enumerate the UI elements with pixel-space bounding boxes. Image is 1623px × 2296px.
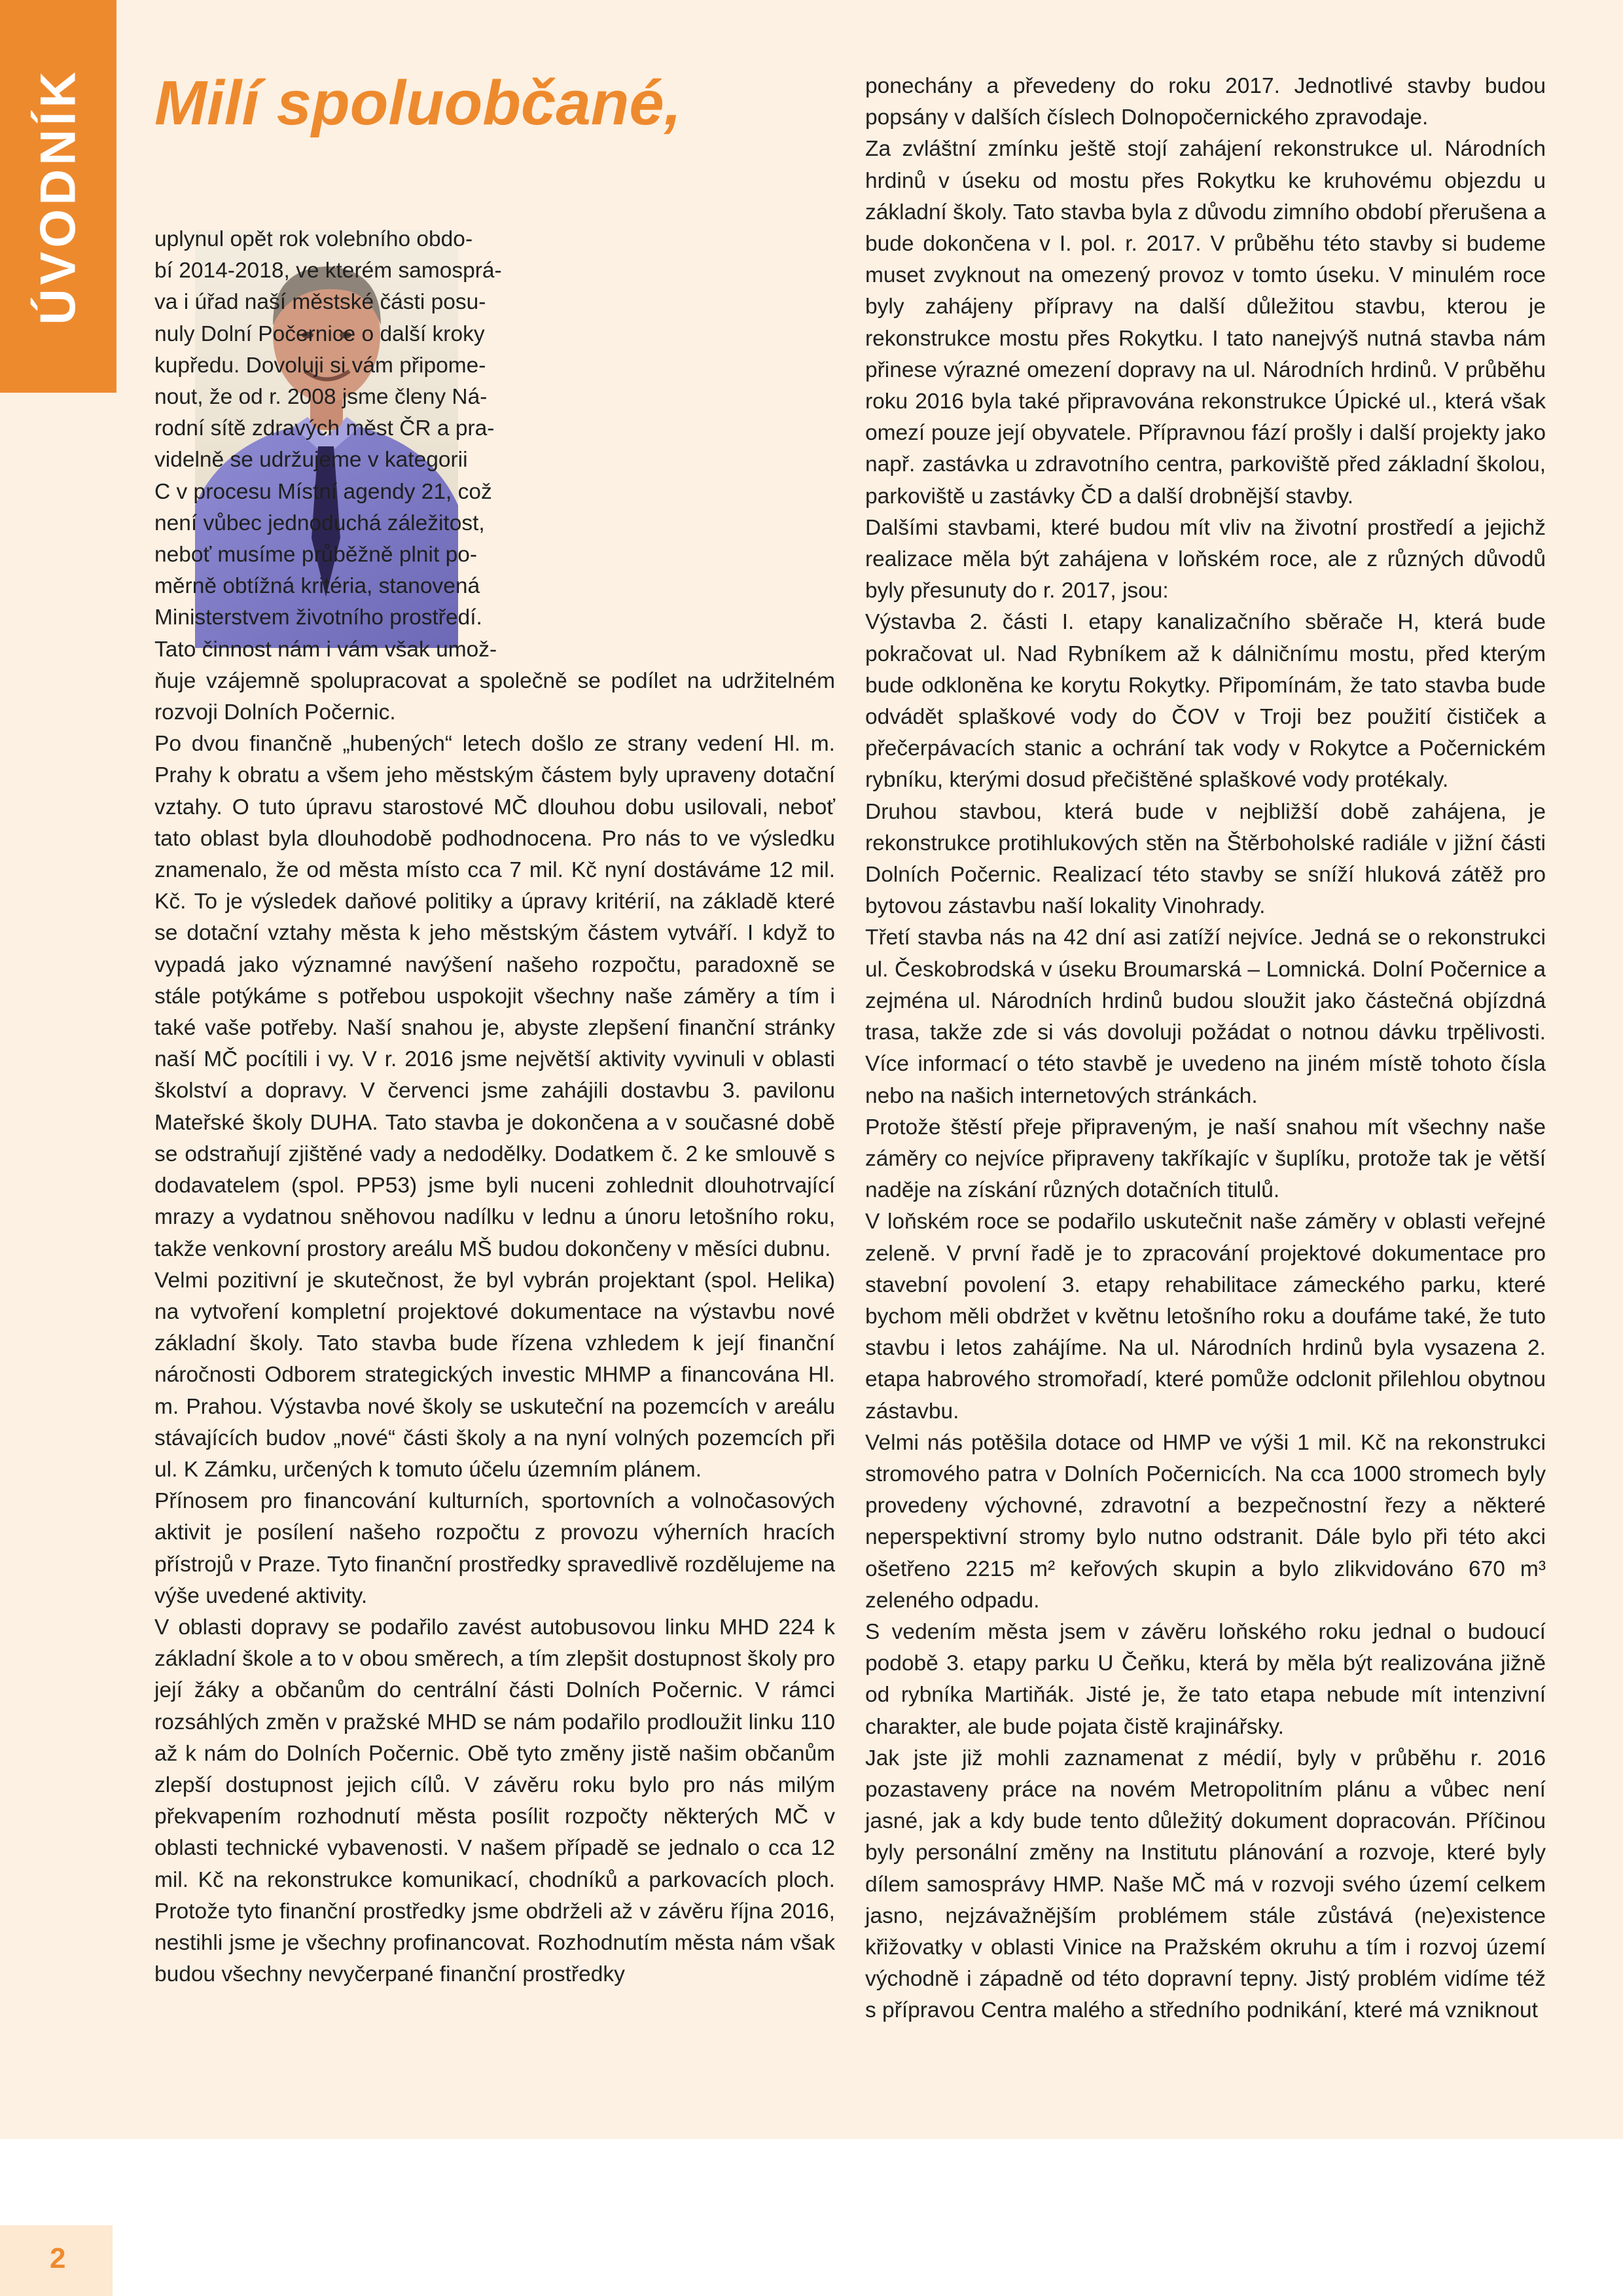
paragraph: ňuje vzájemně spolupracovat a společně se podílet na udržitelném rozvoji Dolních Počernic. bbox=[154, 668, 835, 725]
page-number: 2 bbox=[50, 2242, 66, 2274]
paragraph: Dalšími stavbami, které budou mít vliv na životní prostředí a jejichž realizace měla být zahájena v loňském roce, ale z různých důvodů byly přesunuty do r. 2017, jsou: bbox=[865, 515, 1546, 603]
paragraph: V oblasti dopravy se podařilo zavést autobusovou linku MHD 224 k základní škole a to v obou směrech, a tím zlepšit dostupnost školy pro její žáky a občanům do centrální části Dolních Počernic. V rámci rozsáhlých změn v pražské MHD se nám podařilo prodloužit linku 110 až k nám do Dolních Počernic. Obě tyto změny jistě našim občanům zlepší dostupnost jejich cílů. V závěru roku bylo pro nás milým překvapením rozhodnutí města posílit rozpočty některých MČ v oblasti technické vybavenosti. V našem případě se jednalo o cca 12 mil. Kč na rekonstrukce komunikací, chodníků a parkovacích ploch. Protože tyto finanční prostředky jsme obdrželi až v závěru října 2016, nestihli jsme je všechny profinancovat. Rozhodnutím města nám však budou všechny nevyčerpané finanční prostředky bbox=[154, 1615, 835, 1987]
paragraph: Velmi nás potěšila dotace od HMP ve výši 1 mil. Kč na rekonstrukci stromového patra v Dolních Počernicích. Na cca 1000 stromech byly provedeny výchovné, zdravotní a bezpečnostní řezy a některé neperspektivní stromy bylo nutno odstranit. Dále bylo při této akci ošetřeno 2215 m² keřových skupin a bylo zlikvidováno 670 m³ zeleného odpadu. bbox=[865, 1430, 1546, 1613]
paragraph: Třetí stavba nás na 42 dní asi zatíží nejvíce. Jedná se o rekonstrukci ul. Českobrodská v úseku Broumarská – Lomnická. Dolní Počernice a zejména ul. Národních hrdinů budou sloužit jako částečná objízdná trasa, takže zde si vás dovoluji požádat o notnou dávku trpělivosti. Více informací o této stavbě je uvedeno na jiném místě tohoto čísla nebo na našich internetových stránkách. bbox=[865, 925, 1546, 1108]
intro-line: není vůbec jednoduchá záležitost, bbox=[154, 511, 485, 535]
left-column bbox=[154, 224, 835, 1990]
intro-line: měrně obtížná kritéria, stanovená bbox=[154, 574, 480, 599]
intro-line: Ministerstvem životního prostředí. bbox=[154, 605, 482, 630]
intro-line: nout, že od r. 2008 jsme členy Ná- bbox=[154, 385, 488, 410]
paragraph: ponechány a převedeny do roku 2017. Jednotlivé stavby budou popsány v dalších číslech Dolnopočernického zpravodaje. bbox=[865, 74, 1546, 130]
paragraph: Po dvou finančně „hubených“ letech došlo ze strany vedení Hl. m. Prahy k obratu a všem jeho městským částem byly upraveny dotační vztahy. O tuto úpravu starostové MČ dlouhou dobu usilovali, neboť tato oblast byla dlouhodobě podhodnocena. Pro nás to ve výsledku znamenalo, že od města místo cca 7 mil. Kč nyní dostáváme 12 mil. Kč. To je výsledek daňové politiky a úpravy kritérií, na základě které se dotační vztahy města k jeho městským částem vytváří. I když to vypadá jako významné navýšení našeho rozpočtu, paradoxně se stále potýkáme s potřebou uspokojit všechny naše záměry a tím i také vaše potřeby. Naší snahou je, abyste zlepšení finanční stránky naší MČ pocítili i vy. V r. 2016 jsme největší aktivity vyvinuli v oblasti školství a dopravy. V červenci jsme zahájili dostavbu 3. pavilonu Mateřské školy DUHA. Tato stavba je dokončena a v současné době se odstraňují zjištěné vady a nedodělky. Dodatkem č. 2 ke smlouvě s dodavatelem (spol. PP53) jsme byli nuceni zohlednit dlouhotrvající mrazy a vydatnou sněhovou nadílku v lednu a únoru letošního roku, takže venkovní prostory areálu MŠ budou dokončeny v měsíci dubnu. bbox=[154, 732, 835, 1261]
intro-line: va i úřad naší městské části posu- bbox=[154, 290, 486, 315]
paragraph: Za zvláštní zmínku ještě stojí zahájení rekonstrukce ul. Národních hrdinů v úseku od mostu přes Rokytku ke kruhovému objezdu u základní školy. Tato stavba byla z důvodu zimního období přerušena a bude dokončena v I. pol. r. 2017. V průběhu této stavby si budeme muset zvyknout na omezený provoz v tomto úseku. V minulém roce byly zahájeny přípravy na další důležitou stavbu, kterou je rekonstrukce mostu přes Rokytku. I tato nanejvýš nutná stavba nám přinese výrazné omezení dopravy na ul. Národních hrdinů. V průběhu roku 2016 byla také připravována rekonstrukce Úpické ul., která však omezí pouze její obyvatele. Přípravnou fází prošly i další projekty jako např. zastávka u zdravotního centra, parkoviště před základní školou, parkoviště u zastávky ČD a další drobnější stavby. bbox=[865, 137, 1546, 509]
intro-line: uplynul opět rok volebního obdo- bbox=[154, 227, 473, 251]
page-number-tab bbox=[0, 2225, 113, 2296]
section-label: ÚVODNÍK bbox=[30, 67, 86, 325]
paragraph: Přínosem pro financování kulturních, sportovních a volnočasových aktivit je posílení našeho rozpočtu z provozu výherních hracích přístrojů v Praze. Tyto finanční prostředky spravedlivě rozdělujeme na výše uvedené aktivity. bbox=[154, 1489, 835, 1608]
paragraph: Výstavba 2. části I. etapy kanalizačního sběrače H, která bude pokračovat ul. Nad Rybníkem až k dálničnímu mostu, před kterým bude odkloněna ke korytu Rokytky. Připomínám, že tato stavba bude odvádět splaškové vody do ČOV v Troji bez použití čističek a přečerpávacích stanic a ochrání tak vody v Rokytce a Počernickém rybníku, kterými dosud přečištěné splaškové vody protékaly. bbox=[865, 610, 1546, 793]
intro-line: kupředu. Dovoluji si vám připome- bbox=[154, 353, 486, 378]
intro-line: nuly Dolní Počernice o další kroky bbox=[154, 321, 485, 346]
paragraph: Druhou stavbou, která bude v nejbližší době zahájena, je rekonstrukce protihlukových stěn na Štěrboholské radiále v jižní části Dolních Počernic. Realizací této stavby se sníží hluková zátěž pro bytovou zástavbu naší lokality Vinohrady. bbox=[865, 799, 1546, 919]
paragraph: V loňském roce se podařilo uskutečnit naše záměry v oblasti veřejné zeleně. V první řadě je to zpracování projektové dokumentace pro stavební povolení 3. etapy rehabilitace zámeckého parku, které bychom měli obdržet v květnu letošního roku a doufáme také, že tuto stavbu i letos zahájíme. Na ul. Národních hrdinů byla vysazena 2. etapa habrového stromořadí, které pomůže odclonit přilehlou obytnou zástavbu. bbox=[865, 1210, 1546, 1424]
right-column bbox=[865, 71, 1546, 2027]
article-title: Milí spoluobčané, bbox=[154, 68, 682, 138]
paragraph: Velmi pozitivní je skutečnost, že byl vybrán projektant (spol. Helika) na vytvoření kompletní projektové dokumentace na výstavbu nové základní školy. Tato stavba bude řízena vzhledem k její finanční náročnosti Odborem strategických investic MHMP a financována Hl. m. Prahou. Výstavba nové školy se uskuteční na pozemcích v areálu stávajících budov „nové“ části školy a na nyní volných pozemcích při ul. K Zámku, určených k tomuto účelu územním plánem. bbox=[154, 1268, 835, 1482]
paragraph: Jak jste již mohli zaznamenat z médií, byly v průběhu r. 2016 pozastaveny práce na novém Metropolitním plánu a vůbec není jasné, jak a kdy bude tento důležitý dokument dopracován. Příčinou byly personální změny na Institutu plánování a rozvoje, které byly dílem samosprávy HMP. Naše MČ má v rozvoji svého území celkem jasno, nejzávažnějším problémem stále zůstává (ne)existence křižovatky v oblasti Vinice na Pražském okruhu a tím i rozvoj území východně i západně od této dopravní tepny. Jistý problém vidíme též s přípravou Centra malého a středního podnikání, které má vzniknout bbox=[865, 1746, 1546, 2023]
paragraph: Protože štěstí přeje připraveným, je naší snahou mít všechny naše záměry co nejvíce připraveny takříkajíc v šuplíku, protože tak je větší naděje na získání různých dotačních titulů. bbox=[865, 1115, 1546, 1203]
intro-line: rodní sítě zdravých měst ČR a pra- bbox=[154, 416, 495, 441]
section-tab bbox=[0, 0, 116, 393]
intro-line: bí 2014-2018, ve kterém samosprá- bbox=[154, 259, 502, 283]
paragraph: S vedením města jsem v závěru loňského roku jednal o budoucí podobě 3. etapy parku U Čeňku, která by měla být realizována jižně od rybníka Martiňák. Jisté je, že tato etapa nebude mít intenzivní charakter, ale bude pojata čistě krajinářsky. bbox=[865, 1619, 1546, 1739]
intro-line: neboť musíme průběžně plnit po- bbox=[154, 543, 478, 567]
intro-line: videlně se udržujeme v kategorii bbox=[154, 448, 468, 473]
intro-line: Tato činnost nám i vám však umož- bbox=[154, 637, 497, 662]
intro-line: C v procesu Místní agendy 21, což bbox=[154, 479, 492, 504]
